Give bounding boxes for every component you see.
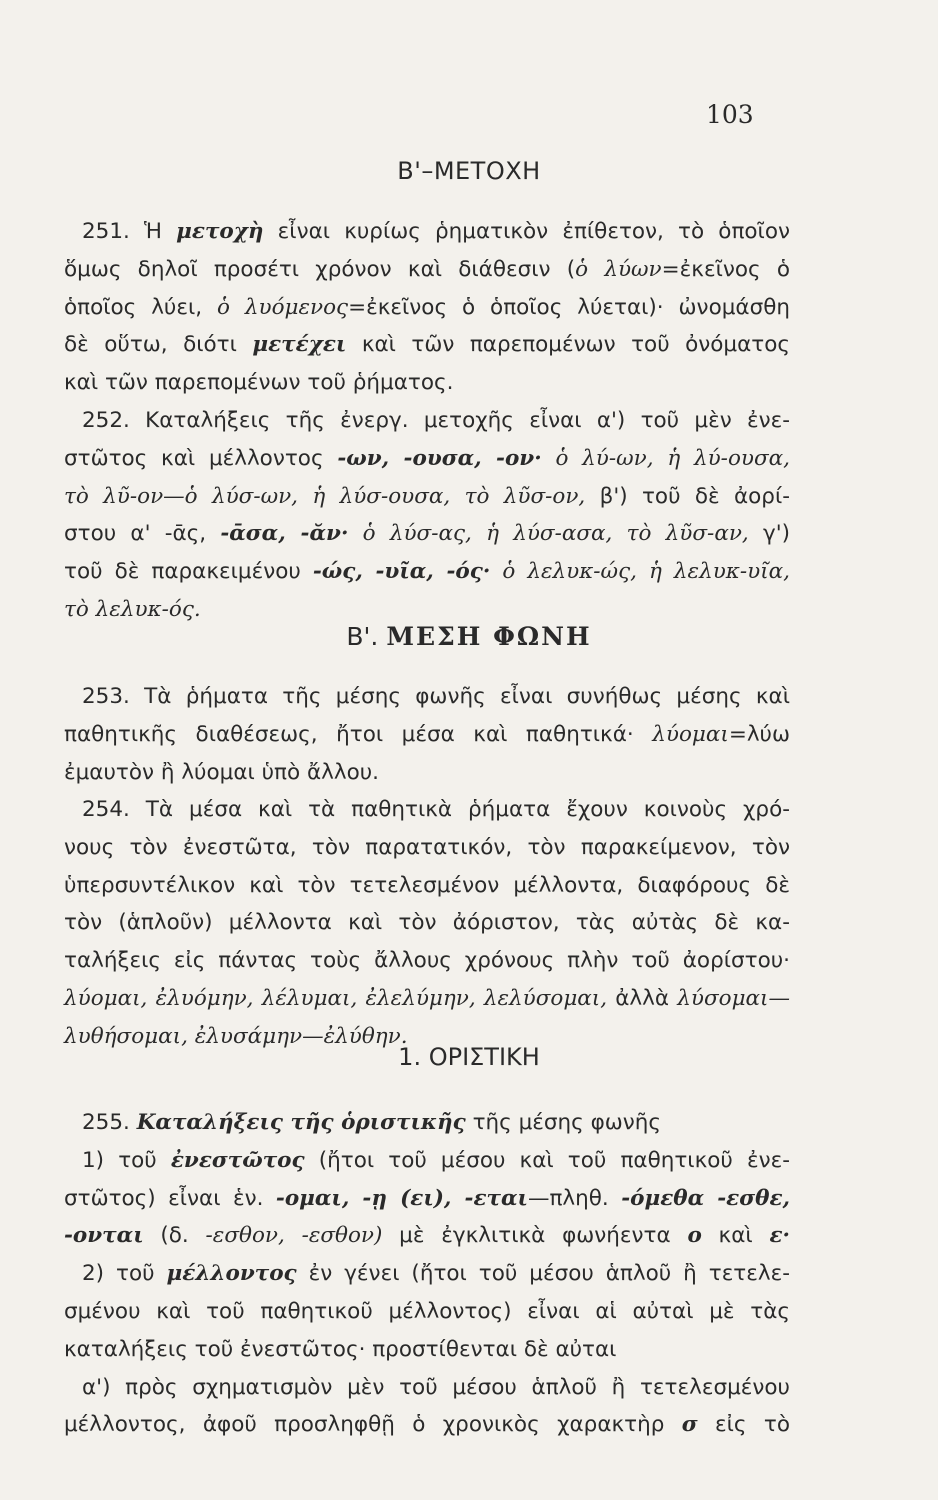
paragraph-251	[64, 213, 790, 402]
p255-line-2: 1) τοῦ ἐνεστῶτος (ἤτοι τοῦ μέσου καὶ τοῦ παθητικοῦ ἐνε-	[82, 1147, 790, 1173]
p254-line-2: νους τὸν ἐνεστῶτα, τὸν παρατατικόν, τὸν παρακείμενον, τὸν	[64, 834, 790, 860]
p252-line-3: τὸ λῦ-ον—ὁ λύσ-ων, ἡ λύσ-ουσα, τὸ λῦσ-ον, β') τοῦ δὲ ἀορί-	[64, 483, 790, 509]
p253-line-3: ἐμαυτὸν ἢ λύομαι ὑπὸ ἄλλου.	[64, 759, 380, 785]
p254-line-6: λύομαι, ἐλυόμην, λέλυμαι, ἐλελύμην, λελύσομαι, ἀλλὰ λύσομαι—	[64, 985, 790, 1011]
p251-line-5: καὶ τῶν παρεπομένων τοῦ ῥήματος.	[64, 370, 454, 396]
p254-line-5: ταλήξεις εἰς πάντας τοὺς ἄλλους χρόνους πλὴν τοῦ ἀορίστου·	[64, 948, 790, 974]
p253-line-1: 253. Τὰ ῥήματα τῆς μέσης φωνῆς εἶναι συνήθως μέσης καὶ	[82, 684, 790, 709]
p254-line-1: 254. Τὰ μέσα καὶ τὰ παθητικὰ ῥήματα ἔχουν κοινοὺς χρό-	[82, 797, 790, 822]
p252-line-2: στῶτος καὶ μέλλοντος -ων, -ουσα, -ον· ὁ λύ-ων, ἡ λύ-ουσα,	[64, 445, 790, 471]
heading-metoxi: Β'–ΜΕΤΟΧΗ	[397, 157, 541, 185]
p255-line-9: μέλλοντος, ἀφοῦ προσληφθῇ ὁ χρονικὸς χαρακτὴρ σ εἰς τὸ	[64, 1412, 790, 1438]
p254-line-4: τὸν (ἁπλοῦν) μέλλοντα καὶ τὸν ἀόριστον, τὰς αὐτὰς δὲ κα-	[64, 910, 790, 936]
p255-line-5: 2) τοῦ μέλλοντος ἐν γένει (ἤτοι τοῦ μέσου ἁπλοῦ ἢ τετελε-	[82, 1261, 790, 1287]
heading-mesi-foni: Β'. ΜΕΣΗ ΦΩΝΗ	[346, 622, 592, 651]
paragraph-255	[64, 1104, 790, 1444]
p252-line-1: 252. Καταλήξεις τῆς ἐνεργ. μετοχῆς εἶναι α') τοῦ μὲν ἐνε-	[82, 408, 790, 433]
p255-line-1: 255. Καταλήξεις τῆς ὁριστικῆς τῆς μέσης φωνῆς	[82, 1110, 662, 1135]
p255-line-7: καταλήξεις τοῦ ἐνεστῶτος· προστίθενται δὲ αὐται	[64, 1336, 617, 1362]
p255-line-3: στῶτος) εἶναι ἑν. -ομαι, -ῃ (ει), -εται—πληθ. -όμεθα -εσθε,	[64, 1185, 790, 1211]
paragraph-254	[64, 791, 790, 1056]
p251-line-3: ὁποῖος λύει, ὁ λυόμενος=ἐκεῖνος ὁ ὁποῖος λύεται)· ὠνομάσθη	[64, 294, 790, 320]
p253-line-2: παθητικῆς διαθέσεως, ἤτοι μέσα καὶ παθητικά· λύομαι=λύω	[64, 721, 790, 747]
p254-line-7: λυθήσομαι, ἐλυσάμην—ἐλύθην.	[64, 1023, 408, 1049]
paragraph-252	[64, 402, 790, 629]
p255-line-6: σμένου καὶ τοῦ παθητικοῦ μέλλοντος) εἶναι αἱ αὐταὶ μὲ τὰς	[64, 1298, 790, 1324]
p251-line-1: 251. Ἡ μετοχὴ εἶναι κυρίως ῥηματικὸν ἐπίθετον, τὸ ὁποῖον	[82, 219, 790, 244]
p252-line-4: στου α' -ᾱς, -ᾱσα, -ᾰν· ὁ λύσ-ας, ἡ λύσ-ασα, τὸ λῦσ-αν, γ')	[64, 521, 790, 547]
p255-line-4: -ονται (δ. -εσθον, -εσθον) μὲ ἐγκλιτικὰ φωνήεντα ο καὶ ε·	[64, 1223, 790, 1249]
p252-line-5: τοῦ δὲ παρακειμένου -ώς, -υῖα, -ός· ὁ λελυκ-ώς, ἡ λελυκ-υῖα,	[64, 559, 790, 585]
p254-line-3: ὑπερσυντέλικον καὶ τὸν τετελεσμένον μέλλοντα, διαφόρους δὲ	[64, 872, 790, 898]
p255-line-8: α') πρὸς σχηματισμὸν μὲν τοῦ μέσου ἁπλοῦ ἢ τετελεσμένου	[82, 1374, 790, 1400]
p251-line-4: δὲ οὕτω, διότι μετέχει καὶ τῶν παρεπομένων τοῦ ὀνόματος	[64, 332, 790, 358]
page-number: 103	[706, 100, 754, 129]
p252-line-6: τὸ λελυκ-ός.	[64, 596, 201, 622]
p251-line-2: ὅμως δηλοῖ προσέτι χρόνον καὶ διάθεσιν (ὁ λύων=ἐκεῖνος ὁ	[64, 256, 791, 282]
heading-oristiki: 1. ΟΡΙΣΤΙΚΗ	[398, 1043, 540, 1071]
paragraph-253	[64, 678, 790, 791]
